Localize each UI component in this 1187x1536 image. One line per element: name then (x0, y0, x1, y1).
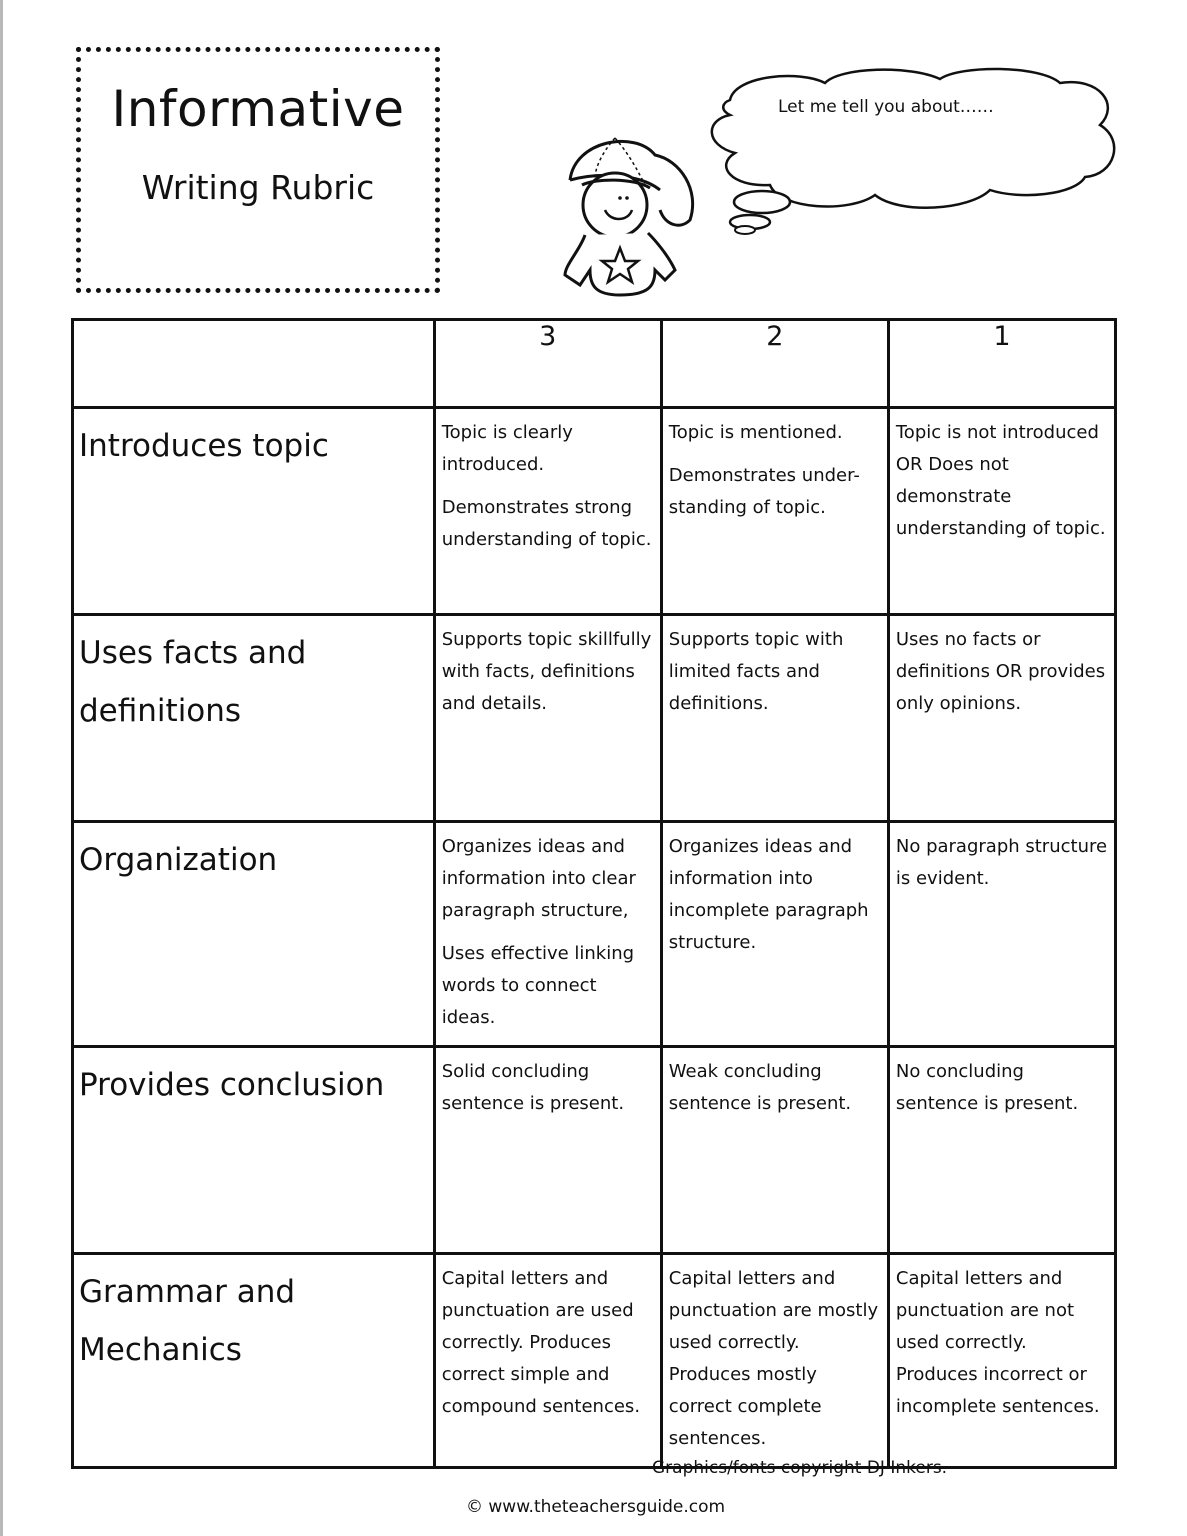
descriptor-text: Supports topic with limited facts and definitions. (668, 629, 844, 714)
descriptor-text: Capital letters and punctuation are used correctly. Produces correct simple and compound sentences. (441, 1268, 641, 1417)
descriptor-text: Supports topic skillfully with facts, definitions and details. (441, 629, 652, 714)
descriptor-text: Capital letters and punctuation are not used correctly. Produces incorrect or incomplete sentences. (895, 1268, 1100, 1417)
criterion-grammar-mechanics: Grammar and Mechanics (73, 1254, 435, 1468)
criterion-organization: Organization (73, 822, 435, 1047)
table-row (73, 615, 1116, 822)
website-footer: © www.theteachersguide.com (466, 1497, 726, 1517)
cell-score-1 (888, 1254, 1115, 1468)
page-subtitle: Writing Rubric (141, 168, 375, 207)
cell-score-1 (888, 1047, 1115, 1254)
cell-score-2 (661, 1047, 888, 1254)
header-row (73, 320, 1116, 408)
descriptor-text: Demonstrates strong understanding of topic. (441, 497, 652, 550)
page-title: Informative (111, 80, 405, 138)
thought-bubble-text: Let me tell you about…… (778, 97, 994, 117)
cell-score-3 (434, 615, 661, 822)
cell-score-2 (661, 822, 888, 1047)
descriptor-text: Weak concluding sentence is present. (668, 1061, 852, 1114)
title-box (76, 47, 440, 293)
rubric-table (71, 318, 1117, 1469)
descriptor-text: Uses no facts or definitions OR provides only opinions. (895, 629, 1106, 714)
cell-score-1 (888, 615, 1115, 822)
cell-score-2 (661, 1254, 888, 1468)
criterion-introduces-topic: Introduces topic (73, 408, 435, 615)
descriptor-text: Topic is not introduced OR Does not demonstrate understanding of topic. (895, 422, 1106, 539)
descriptor-text: Topic is mentioned. (668, 422, 843, 443)
descriptor-text: Organizes ideas and information into clear paragraph structure, (441, 836, 636, 921)
header-score-1: 1 (888, 320, 1115, 408)
cell-score-3 (434, 1047, 661, 1254)
descriptor-text: Capital letters and punctuation are mostly used correctly. Produces mostly correct complete sentences. (668, 1268, 879, 1449)
criterion-uses-facts: Uses facts and definitions (73, 615, 435, 822)
header-score-2: 2 (661, 320, 888, 408)
table-row (73, 1047, 1116, 1254)
descriptor-text: Topic is clearly introduced. (441, 422, 573, 475)
table-row (73, 1254, 1116, 1468)
thought-cloud-icon (690, 65, 1125, 235)
descriptor-text: No paragraph structure is evident. (895, 836, 1108, 889)
cell-score-2 (661, 408, 888, 615)
cell-score-1 (888, 822, 1115, 1047)
table-row (73, 408, 1116, 615)
cell-score-3 (434, 822, 661, 1047)
header-score-3: 3 (434, 320, 661, 408)
cell-score-3 (434, 1254, 661, 1468)
copyright-credit: Graphics/fonts copyright DJ Inkers. (652, 1458, 948, 1478)
descriptor-text: Demonstrates under-standing of topic. (668, 465, 860, 518)
criterion-provides-conclusion: Provides conclusion (73, 1047, 435, 1254)
page-edge (0, 0, 3, 1536)
cell-score-1 (888, 408, 1115, 615)
cell-score-2 (661, 615, 888, 822)
descriptor-text: No concluding sentence is present. (895, 1061, 1079, 1114)
descriptor-text: Uses effective linking words to connect ideas. (441, 943, 635, 1028)
kid-character-icon (560, 130, 710, 300)
cell-score-3 (434, 408, 661, 615)
descriptor-text: Organizes ideas and information into incomplete paragraph structure. (668, 836, 869, 953)
table-row (73, 822, 1116, 1047)
descriptor-text: Solid concluding sentence is present. (441, 1061, 625, 1114)
header-corner (73, 320, 435, 408)
